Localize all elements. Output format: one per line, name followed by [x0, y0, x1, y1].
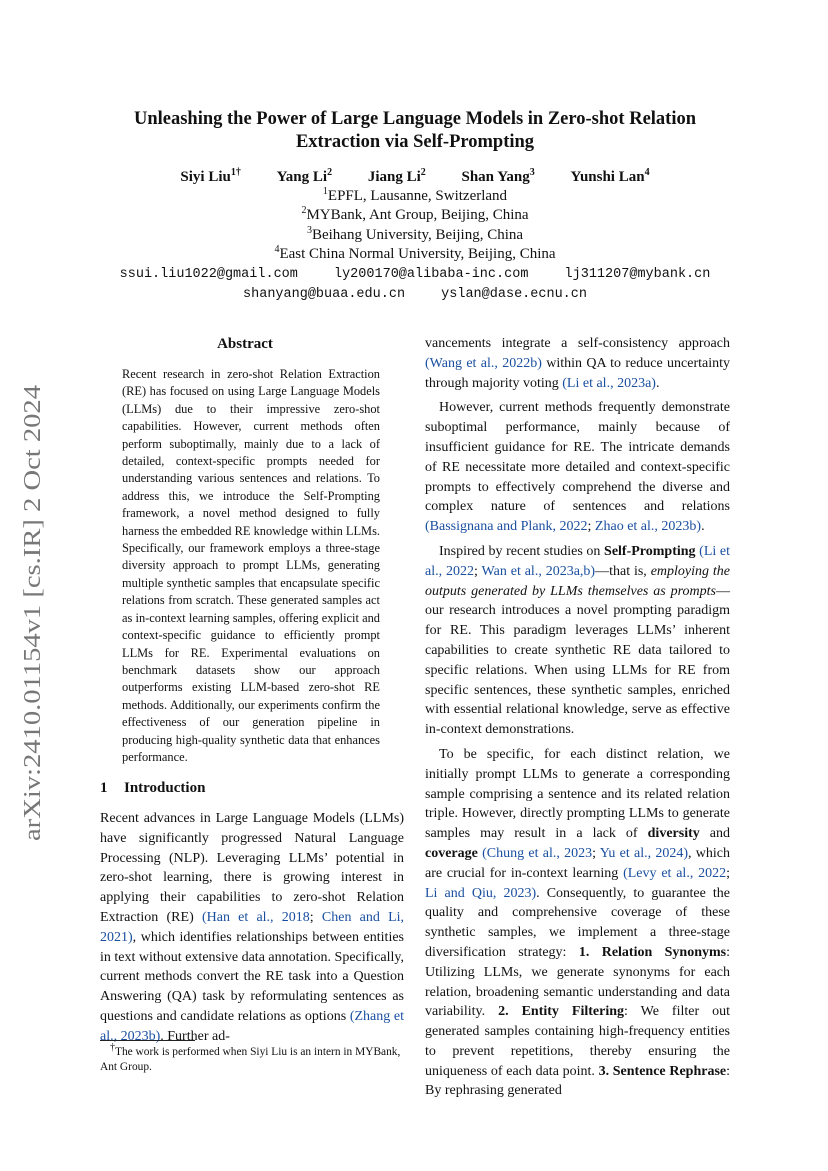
affiliation: $^1$EPFL, Lausanne, Switzerland: [322, 186, 508, 204]
citation-link[interactable]: (Chung et al., 2023: [482, 845, 593, 861]
affiliation: $^3$Beihang University, Beijing, China: [306, 225, 524, 243]
citation-link[interactable]: (Zhang et al., 2023b): [100, 1008, 405, 1044]
citation-link[interactable]: Yu et al., 2024): [599, 845, 689, 861]
email-link[interactable]: ssui.liu1022@gmail.com: [119, 267, 298, 282]
email-link[interactable]: shanyang@buaa.edu.cn: [243, 287, 406, 302]
author-list: [100, 169, 730, 186]
citation-link[interactable]: (Bassignana and Plank, 2022: [425, 519, 588, 535]
abstract-heading: Abstract: [217, 336, 273, 352]
email-row: [100, 287, 730, 302]
paragraph: Inspired by recent studies on Self-Prompting (Li et al., 2022; Wan et al., 2023a,b)—that is, employing the outputs generated by LLMs themselves as prompts—our research introduces a novel prompting paradigm for RE. This paradigm leverages LLMs’ inherent capabilities to create synthetic RE data tailored to specific relations. When using LLMs for RE from specific sentences, these synthetic samples, enriched with essential relational knowledge, serve as effective in-context demonstrations.: [425, 543, 731, 738]
author: Yang Li$^2$: [276, 167, 333, 185]
section-number: 1: [100, 780, 108, 796]
arxiv-stamp: [12, 383, 48, 843]
citation-link[interactable]: (Han et al., 2018: [201, 909, 310, 925]
citation-link[interactable]: (Wang et al., 2022b): [425, 355, 542, 371]
right-column: [425, 334, 730, 1101]
citation-link[interactable]: Li and Qiu, 2023): [425, 885, 537, 901]
author: Yunshi Lan$^4$: [570, 167, 650, 185]
email-row: [100, 267, 730, 282]
affiliation: $^2$MYBank, Ant Group, Beijing, China: [301, 205, 529, 223]
section-heading: [100, 780, 205, 797]
affiliation: $^4$East China Normal University, Beijing, China: [274, 244, 556, 262]
author: Shan Yang$^3$: [461, 167, 535, 185]
paragraph: However, current methods frequently demonstrate suboptimal performance, mainly because of insufficient guidance for RE. The intricate demands of RE necessitate more detailed and context-specific prompts to effectively comprehend the diverse and complex nature of sentences and relations (Bassignana and Plank, 2022; Zhao et al., 2023b).: [425, 400, 730, 535]
email-link[interactable]: lj311207@mybank.cn: [564, 267, 711, 282]
author: Siyi Liu$^{1\dagger}$: [180, 167, 241, 185]
citation-link[interactable]: Zhao et al., 2023b): [594, 519, 702, 535]
section-title: Introduction: [124, 780, 206, 796]
paragraph: To be specific, for each distinct relation, we initially prompt LLMs to generate a corresponding sample comprising a sentence and its related relation triple. However, directly prompting LLMs to generate samples may result in a lack of diversity and coverage (Chung et al., 2023; Yu et al., 2024), which are crucial for in-context learning (Levy et al., 2022; Li and Qiu, 2023). Consequently, to guarantee the quality and comprehensive coverage of these synthetic samples, we implement a three-stage diversification strategy: 1. Relation Synonyms: Utilizing LLMs, we generate synonyms for each relation, broadening semantic understanding and data variability. 2. Entity Filtering: We filter out generated samples containing high-frequency entities to prevent repetitions, thereby ensuring the uniqueness of each data point. 3. Sentence Rephrase: By rephrasing generated: [425, 746, 731, 1099]
abstract-text: Recent research in zero-shot Relation Extraction (RE) has focused on using Large Language Models (LLMs) due to their impressive zero-shot capabilities. However, current methods often perform suboptimally, mainly due to a lack of detailed, context-specific prompts needed for understanding various sentences and relations. To address this, we introduce the Self-Prompting framework, a novel method designed to fully harness the embedded RE knowledge within LLMs. Specifically, our framework employs a three-stage diversity approach to prompt LLMs, generating multiple synthetic samples that encapsulate specific relations from scratch. These generated samples act as in-context learning samples, offering explicit and context-specific guidance to efficiently prompt LLMs for RE. Experimental evaluations on benchmark datasets show our approach outperforms existing LLM-based zero-shot RE methods. Additionally, our experiments confirm the effectiveness of our generation pipeline in producing high-quality synthetic data that enhances performance.: [122, 367, 380, 764]
email-link[interactable]: yslan@dase.ecnu.cn: [441, 287, 587, 302]
paper-title: Unleashing the Power of Large Language Models in Zero-shot Relation Extraction via Self-Prompting: [133, 109, 697, 152]
arxiv-identifier: arXiv:2410.01154v1 [cs.IR] 2 Oct 2024: [20, 457, 46, 841]
email-link[interactable]: ly200170@alibaba-inc.com: [333, 267, 529, 282]
paragraph: vancements integrate a self-consistency approach (Wang et al., 2022b) within QA to reduce uncertainty through majority voting (Li et al., 2023a).: [425, 336, 730, 391]
intro-paragraph: Recent advances in Large Language Models (LLMs) have significantly progressed Natural Language Processing (NLP). Leveraging LLMs’ potential in zero-shot learning, there is growing interest in applying their capabilities to zero-shot Relation Extraction (RE) (Han et al., 2018; Chen and Li, 2021), which identifies relationships between entities in text without extensive data annotation. Specifically, current methods convert the RE task into a Question Answering (QA) task by reformulating sentences as questions and candidate relations as options (Zhang et al., 2023b). Further ad-: [100, 811, 405, 1044]
citation-link[interactable]: (Levy et al., 2022: [623, 865, 727, 881]
footnote: †The work is performed when Siyi Liu is an intern in MYBank, Ant Group.: [100, 1042, 401, 1073]
citation-link[interactable]: (Li et al., 2023a): [562, 375, 656, 391]
citation-link[interactable]: (Li et al., 2022: [425, 543, 730, 579]
citation-link[interactable]: Wan et al., 2023a,b): [481, 563, 596, 579]
author: Jiang Li$^2$: [367, 167, 426, 185]
citation-link[interactable]: Chen and Li, 2021): [100, 909, 405, 945]
footnote-divider: [100, 1040, 195, 1041]
